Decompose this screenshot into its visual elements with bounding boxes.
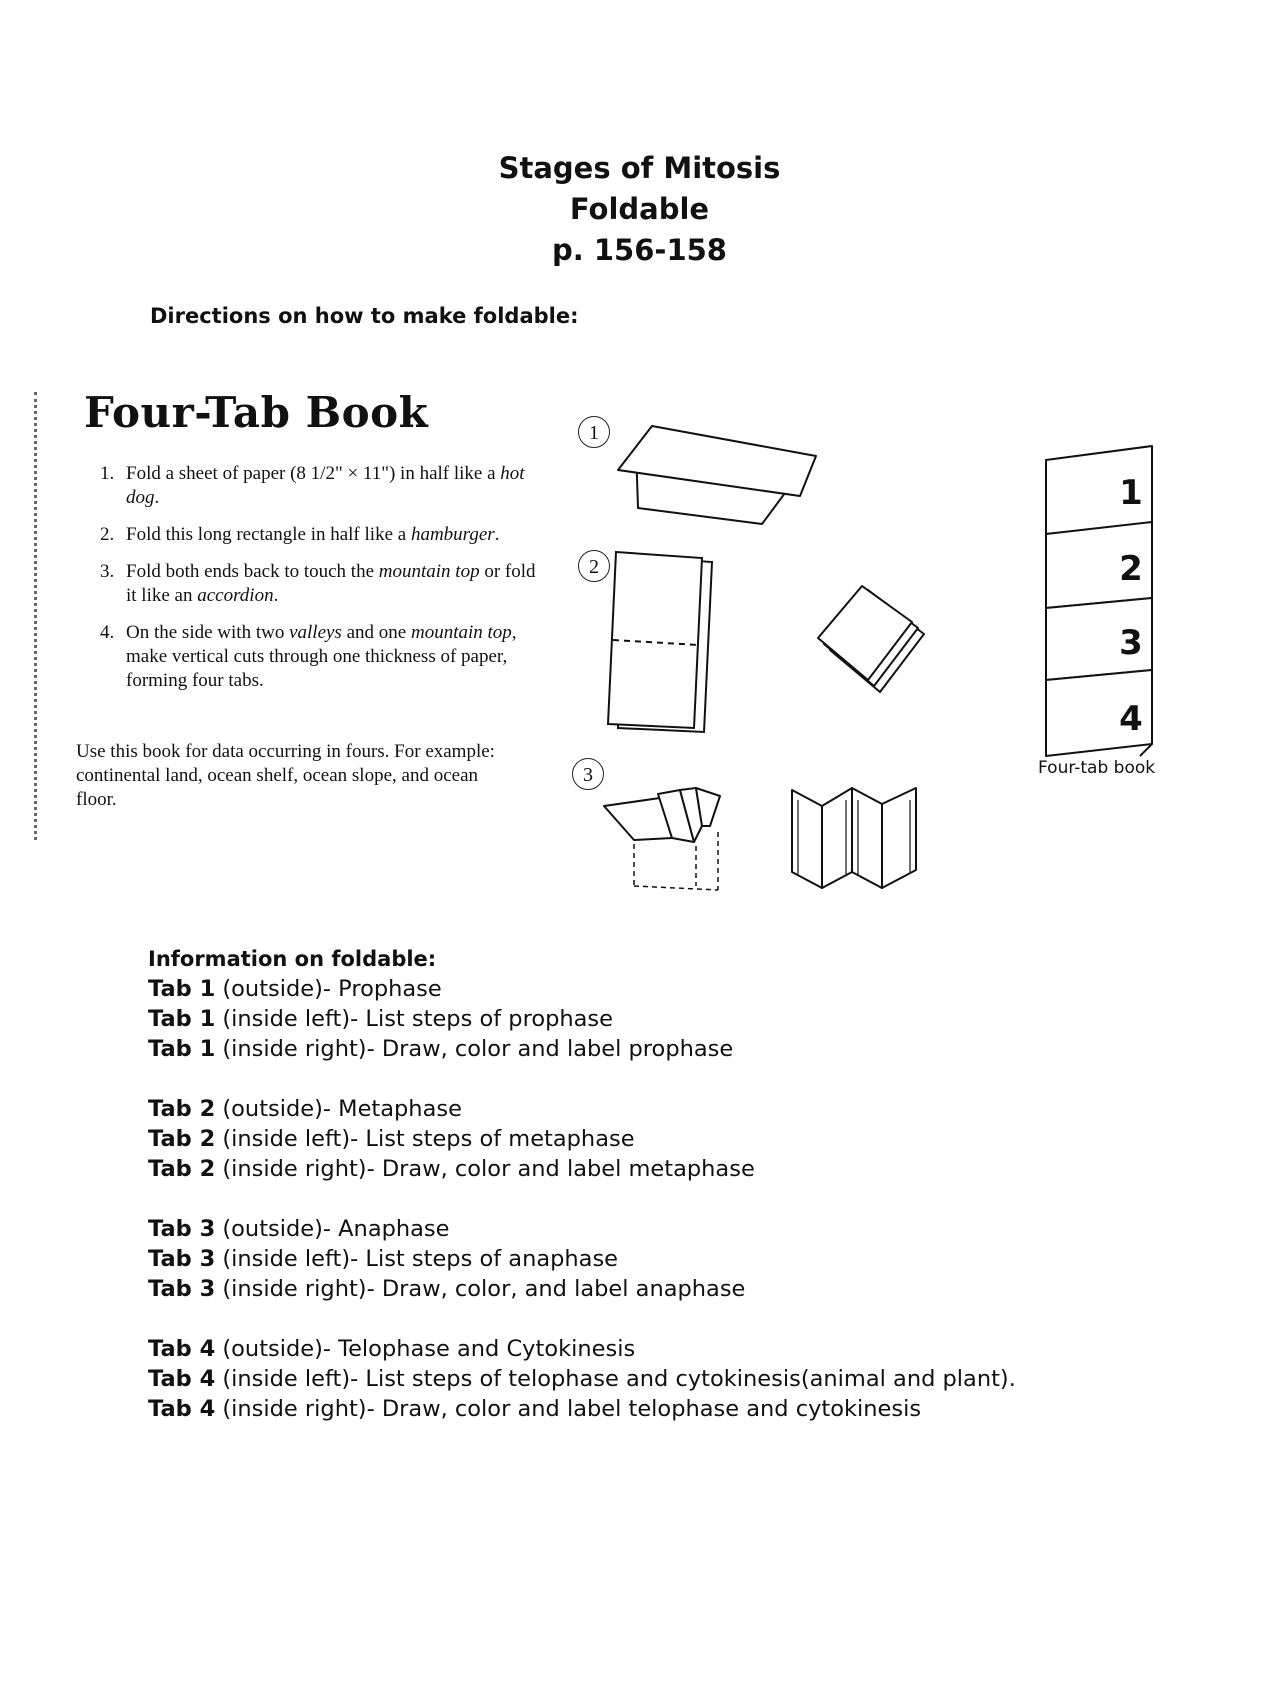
list-item: Tab 1 (outside)- Prophase [148,976,442,1002]
tab-1-group [148,974,1016,1064]
hotdog-fold-illustration [612,420,822,530]
step-item: 2. Fold this long rectangle in half like a hamburger. [100,524,500,545]
page-title [0,148,1275,271]
step-item: 3. Fold both ends back to touch the mountain top or fold it like an accordion. [100,561,536,606]
list-item: Tab 3 (inside right)- Draw, color, and label anaphase [148,1276,746,1302]
tab-2-group [148,1094,1016,1184]
steps-list [100,462,540,706]
accordion-zigzag-illustration [786,784,926,894]
list-item: Tab 4 (inside right)- Draw, color and label telophase and cytokinesis [148,1396,922,1422]
list-item: Tab 2 (inside left)- List steps of metaphase [148,1126,635,1152]
list-item: Tab 3 (inside left)- List steps of anaphase [148,1246,619,1272]
information-section [148,944,1016,1454]
list-item: Tab 2 (inside right)- Draw, color and label metaphase [148,1156,755,1182]
hamburger-fold-illustration [600,548,720,738]
tab-4-group [148,1334,1016,1424]
four-tab-book-caption: Four-tab book [1038,758,1156,778]
accordion-fold-illustration [600,786,740,896]
tab-number-4: 4 [1119,699,1143,739]
usage-note: Use this book for data occurring in fours. For example: continental land, ocean shelf, ocean slope, and ocean floor. [76,741,495,810]
title-line-3: p. 156-158 [552,233,727,267]
tab-3-group [148,1214,1016,1304]
tab-number-1: 1 [1119,473,1143,513]
list-item: Tab 1 (inside left)- List steps of prophase [148,1006,613,1032]
directions-label: Directions on how to make foldable: [150,304,579,328]
title-line-1: Stages of Mitosis [498,151,781,185]
information-heading: Information on foldable: [148,947,437,971]
book-title: Four-Tab Book [84,388,429,437]
diagram-step-2-marker: 2 [578,550,610,582]
diagram-step-1-marker: 1 [578,416,610,448]
step-item: 4. On the side with two valleys and one mountain top, make vertical cuts through one thickness of paper, forming four tabs. [100,622,517,691]
diagram-step-3-marker: 3 [572,758,604,790]
list-item: Tab 2 (outside)- Metaphase [148,1096,462,1122]
title-line-2: Foldable [569,192,710,226]
list-item: Tab 4 (inside left)- List steps of telophase and cytokinesis(animal and plant). [148,1366,1016,1392]
tab-number-2: 2 [1119,549,1143,589]
list-item: Tab 3 (outside)- Anaphase [148,1216,450,1242]
step-item: 1. Fold a sheet of paper (8 1/2" × 11") in half like a hot dog. [100,463,525,508]
list-item: Tab 1 (inside right)- Draw, color and label prophase [148,1036,734,1062]
list-item: Tab 4 (outside)- Telophase and Cytokinesis [148,1336,636,1362]
four-tab-book-illustration [1040,444,1160,760]
tab-number-3: 3 [1119,623,1143,663]
folded-square-illustration [800,580,940,700]
cut-line-divider [34,392,37,840]
